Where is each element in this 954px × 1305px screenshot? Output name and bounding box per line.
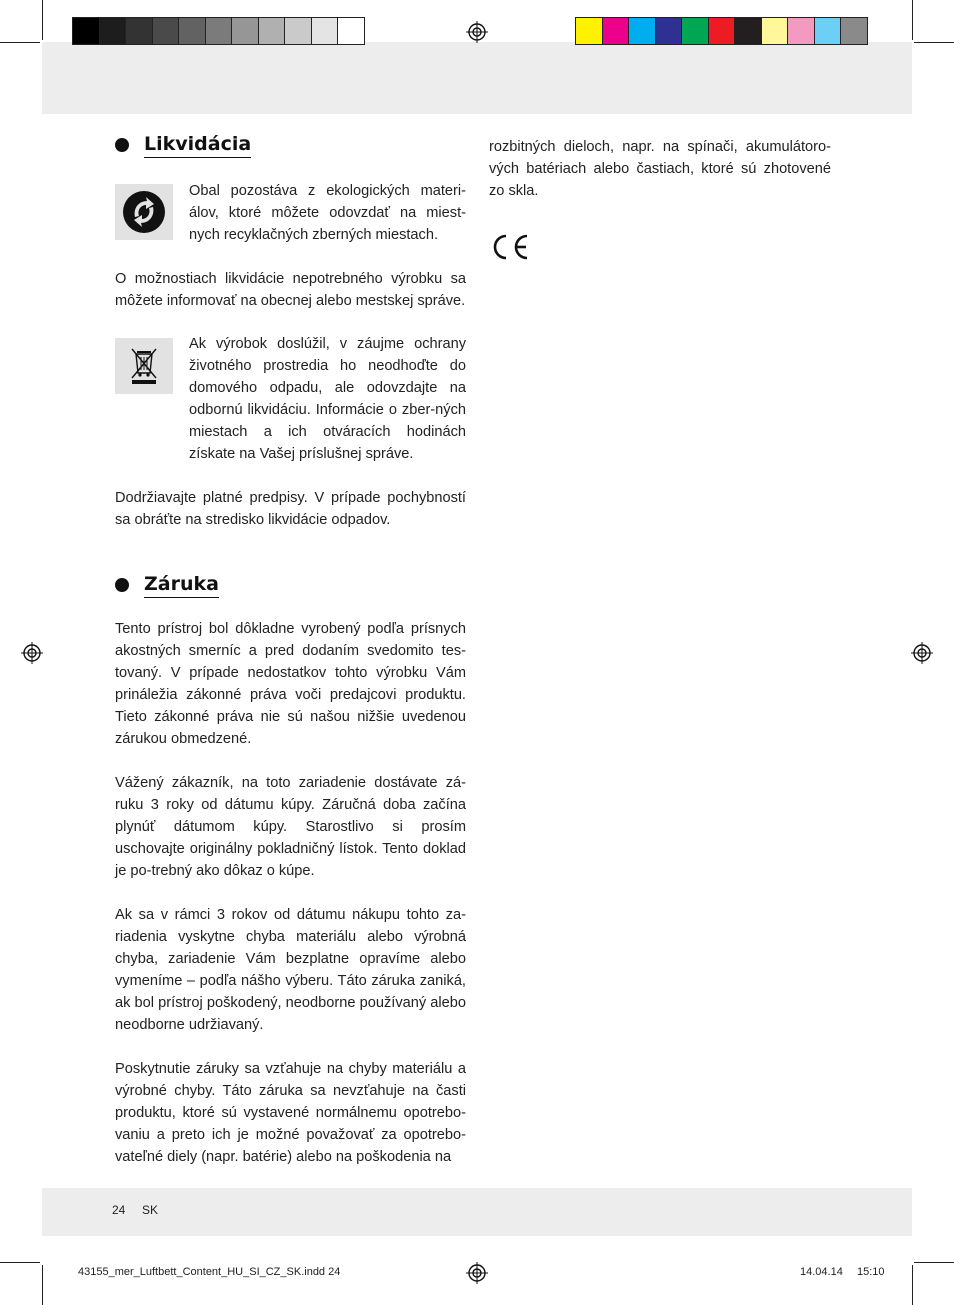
- color-swatch: [72, 17, 100, 45]
- color-swatch: [337, 17, 365, 45]
- warranty-text: [115, 618, 466, 1190]
- registration-mark-icon: [911, 642, 933, 664]
- ce-mark-icon: [489, 232, 531, 262]
- warranty-paragraph: Tento prístroj bol dôkladne vyrobený podľa prísnych akostných smerníc a pred dodaním svedomito tes-tovaný. V prípade nedostatkov tohto výrobku Vám prináležia zákonné práva voči predajcovi produktu. Tieto zákonné práva nie sú našou nižšie uvedenou zárukou obmedzené.: [115, 621, 466, 747]
- registration-mark-icon: [466, 1262, 488, 1284]
- crossed-out-wheelie-bin-icon: [115, 338, 173, 394]
- slug-time: 15:10: [857, 1266, 885, 1278]
- warranty-paragraph: Ak sa v rámci 3 rokov od dátumu nákupu tohto za-riadenia vyskytne chyba materiálu alebo výrobná chyba, zariadenie Vám bezplatne opravíme alebo vymeníme – podľa nášho výberu. Táto záruka zaniká, ak bol prístroj poškodený, neodborne používaný alebo neodborne udržiavaný.: [115, 907, 466, 1033]
- color-swatch: [681, 17, 709, 45]
- section-heading-warranty: [115, 572, 219, 598]
- footer-band: [42, 1188, 912, 1236]
- bullet-icon: [115, 138, 129, 152]
- color-swatch: [708, 17, 736, 45]
- warranty-continuation-text: rozbitných dieloch, napr. na spínači, akumulátoro-vých batériach alebo častiach, ktoré sú zhotovené zo skla.: [489, 139, 831, 199]
- bullet-icon: [115, 578, 129, 592]
- color-swatch: [152, 17, 180, 45]
- weee-disposal-text: Ak výrobok doslúžil, v záujme ochrany životného prostredia ho neodhoďte do domového odpadu, ale odovzdajte na odbornú likvidáciu. Informácie o zber-ných miestach a ich otváracích hodinách získate na Vašej príslušnej správe.: [189, 336, 466, 462]
- color-swatch: [284, 17, 312, 45]
- color-swatch: [761, 17, 789, 45]
- warranty-paragraph: Vážený zákazník, na toto zariadenie dostávate zá-ruku 3 roky od dátumu kúpy. Záručná doba začína plynúť dátumom kúpy. Starostlivo si prosím uschovajte originálny pokladničný lístok. Tento doklad je po-trebný ako dôkaz o kúpe.: [115, 775, 466, 879]
- color-swatch: [734, 17, 762, 45]
- language-code: SK: [142, 1203, 159, 1217]
- registration-mark-icon: [466, 21, 488, 43]
- process-color-bar: [575, 17, 867, 47]
- color-swatch: [628, 17, 656, 45]
- color-swatch: [787, 17, 815, 45]
- color-swatch: [258, 17, 286, 45]
- registration-mark-icon: [21, 642, 43, 664]
- section-title: Záruka: [144, 572, 219, 598]
- color-swatch: [311, 17, 339, 45]
- color-swatch: [99, 17, 127, 45]
- warranty-paragraph: Poskytnutie záruky sa vzťahuje na chyby materiálu a výrobné chyby. Táto záruka sa nevzťahuje na časti produktu, ktoré sú vystavené normálnemu opotrebo-vaniu a preto ich je možné považovať za opotrebo-vateľné diely (napr. batérie) alebo na poškodenia na: [115, 1061, 466, 1165]
- color-swatch: [814, 17, 842, 45]
- section-title: Likvidácia: [144, 132, 251, 158]
- color-swatch: [575, 17, 603, 45]
- regulations-paragraph: Dodržiavajte platné predpisy. V prípade pochybností sa obráťte na stredisko likvidácie odpadov.: [115, 490, 466, 528]
- disposal-info-paragraph: O možnostiach likvidácie nepotrebného výrobku sa môžete informovať na obecnej alebo mestskej správe.: [115, 271, 466, 309]
- recycling-symbol-icon: [115, 184, 173, 240]
- slug-date: 14.04.14: [800, 1266, 843, 1278]
- section-heading-disposal: [115, 132, 251, 158]
- color-swatch: [205, 17, 233, 45]
- recycling-text: Obal pozostáva z ekologických materi-álov, ktoré môžete odovzdať na miest-nych recyklačných zberných miestach.: [189, 183, 466, 243]
- grayscale-color-bar: [72, 17, 364, 47]
- header-band: [42, 42, 912, 114]
- color-swatch: [178, 17, 206, 45]
- color-swatch: [602, 17, 630, 45]
- color-swatch: [655, 17, 683, 45]
- color-swatch: [125, 17, 153, 45]
- page-number: 24: [112, 1203, 126, 1217]
- color-swatch: [840, 17, 868, 45]
- slug-filename: 43155_mer_Luftbett_Content_HU_SI_CZ_SK.indd 24: [78, 1266, 341, 1278]
- color-swatch: [231, 17, 259, 45]
